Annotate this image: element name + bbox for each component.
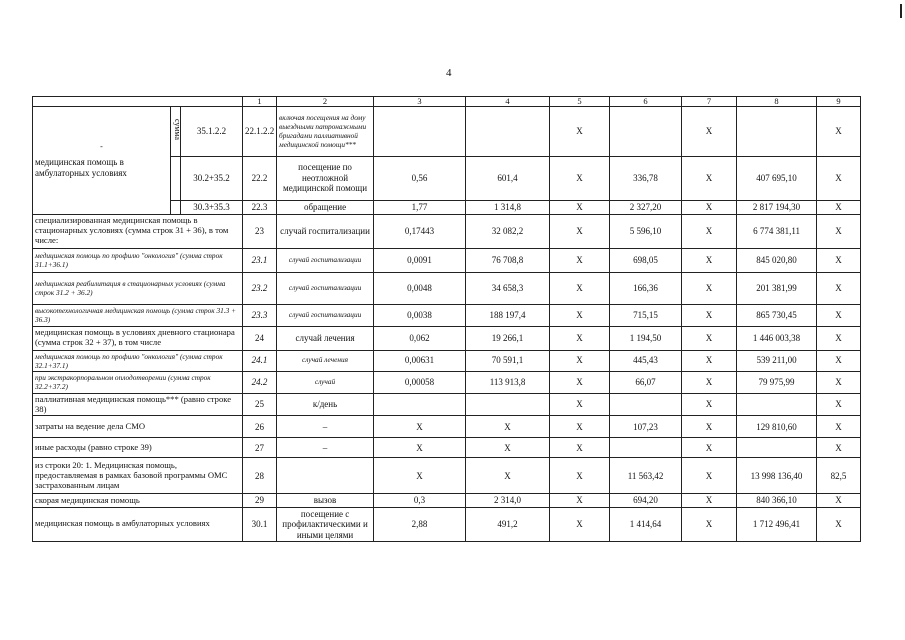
- col3-cell: 0,3: [374, 494, 466, 507]
- col4-cell: 2 314,0: [466, 494, 550, 507]
- col9-cell: X: [817, 507, 861, 541]
- row-name-cell: специализированная медицинская помощь в стационарных условиях (сумма строк 31 + 36), в том числе:: [33, 214, 243, 248]
- col4-cell: [466, 393, 550, 416]
- col7-cell: X: [682, 248, 737, 272]
- page-number: 4: [446, 67, 452, 79]
- col9-cell: X: [817, 350, 861, 371]
- row-num-cell: 30.1: [243, 507, 277, 541]
- unit-cell: случай лечения: [277, 326, 374, 350]
- ambul-group-dash: -: [100, 142, 103, 152]
- col8-cell: 539 211,00: [737, 350, 817, 371]
- rotated-blank-cell: [171, 156, 181, 200]
- row-num-cell: 23: [243, 214, 277, 248]
- row-num-cell: 29: [243, 494, 277, 507]
- col3-cell: 0,062: [374, 326, 466, 350]
- row-num-cell: 28: [243, 458, 277, 494]
- row-num-cell: 22.3: [243, 200, 277, 214]
- col9-cell: X: [817, 393, 861, 416]
- col4-cell: 601,4: [466, 156, 550, 200]
- col6-cell: [610, 438, 682, 458]
- row-num-cell: 24.2: [243, 371, 277, 393]
- col4-cell: 32 082,2: [466, 214, 550, 248]
- header-blank-cell: [33, 97, 243, 107]
- col3-cell: 0,00058: [374, 371, 466, 393]
- unit-cell: посещение с профилактическими и иными целями: [277, 507, 374, 541]
- table-row: [33, 106, 861, 156]
- unit-cell: обращение: [277, 200, 374, 214]
- table-row: [33, 350, 861, 371]
- col3-cell: 0,0091: [374, 248, 466, 272]
- col6-cell: 5 596,10: [610, 214, 682, 248]
- col5-cell: X: [550, 371, 610, 393]
- col6-cell: 107,23: [610, 416, 682, 438]
- header-col-6: 6: [610, 97, 682, 107]
- row-name-cell: паллиативная медицинская помощь*** (равно строке 38): [33, 393, 243, 416]
- col9-cell: X: [817, 106, 861, 156]
- unit-cell: посещение по неотложной медицинской помощи: [277, 156, 374, 200]
- col8-cell: [737, 438, 817, 458]
- col9-cell: X: [817, 304, 861, 326]
- col4-cell: X: [466, 416, 550, 438]
- col5-cell: X: [550, 350, 610, 371]
- col8-cell: 1 446 003,38: [737, 326, 817, 350]
- header-col-3: 3: [374, 97, 466, 107]
- col9-cell: X: [817, 416, 861, 438]
- col7-cell: X: [682, 272, 737, 304]
- col3-cell: 1,77: [374, 200, 466, 214]
- row-num-cell: 23.2: [243, 272, 277, 304]
- table-row: [33, 326, 861, 350]
- col4-cell: 188 197,4: [466, 304, 550, 326]
- unit-cell: случай госпитализации: [277, 248, 374, 272]
- col6-cell: 694,20: [610, 494, 682, 507]
- ambul-group-label: медицинская помощь в амбулаторных условиях: [35, 157, 127, 178]
- table-row: [33, 416, 861, 438]
- col8-cell: [737, 106, 817, 156]
- col9-cell: X: [817, 156, 861, 200]
- row-name-cell: затраты на ведение дела СМО: [33, 416, 243, 438]
- code-cell: 30.2+35.2: [181, 156, 243, 200]
- col4-cell: 1 314,8: [466, 200, 550, 214]
- table-row: [33, 304, 861, 326]
- col8-cell: 840 366,10: [737, 494, 817, 507]
- row-name-cell: скорая медицинская помощь: [33, 494, 243, 507]
- col3-cell: 0,17443: [374, 214, 466, 248]
- row-num-cell: 22.2: [243, 156, 277, 200]
- col3-cell: 0,00631: [374, 350, 466, 371]
- col4-cell: 19 266,1: [466, 326, 550, 350]
- rotated-blank-cell: [171, 200, 181, 214]
- col5-cell: X: [550, 393, 610, 416]
- unit-cell: [277, 458, 374, 494]
- unit-cell: –: [277, 438, 374, 458]
- col4-cell: 70 591,1: [466, 350, 550, 371]
- col4-cell: 76 708,8: [466, 248, 550, 272]
- col9-cell: X: [817, 214, 861, 248]
- table-row: [33, 214, 861, 248]
- col7-cell: X: [682, 350, 737, 371]
- table-row: [33, 438, 861, 458]
- col7-cell: X: [682, 494, 737, 507]
- col9-cell: X: [817, 438, 861, 458]
- header-col-8: 8: [737, 97, 817, 107]
- header-col-1: 1: [243, 97, 277, 107]
- rotated-label-cell: [171, 106, 181, 156]
- row-num-cell: 24.1: [243, 350, 277, 371]
- col6-cell: 66,07: [610, 371, 682, 393]
- header-col-7: 7: [682, 97, 737, 107]
- col7-cell: X: [682, 458, 737, 494]
- row-name-cell: медицинская реабилитация в стационарных условиях (сумма строк 31.2 + 36.2): [33, 272, 243, 304]
- col7-cell: X: [682, 507, 737, 541]
- col5-cell: X: [550, 304, 610, 326]
- col7-cell: X: [682, 393, 737, 416]
- code-cell: 35.1.2.2: [181, 106, 243, 156]
- col6-cell: [610, 393, 682, 416]
- col5-cell: X: [550, 458, 610, 494]
- col9-cell: 82,5: [817, 458, 861, 494]
- col5-cell: X: [550, 272, 610, 304]
- row-name-cell: из строки 20: 1. Медицинская помощь, предоставляемая в рамках базовой программы ОМС застрахованным лицам: [33, 458, 243, 494]
- col5-cell: X: [550, 416, 610, 438]
- col7-cell: X: [682, 416, 737, 438]
- col4-cell: 113 913,8: [466, 371, 550, 393]
- col7-cell: X: [682, 438, 737, 458]
- col5-cell: X: [550, 214, 610, 248]
- col4-cell: X: [466, 438, 550, 458]
- col4-cell: 491,2: [466, 507, 550, 541]
- col6-cell: 445,43: [610, 350, 682, 371]
- col4-cell: 34 658,3: [466, 272, 550, 304]
- row-num-cell: 23.3: [243, 304, 277, 326]
- unit-cell: включая посещения на дому выездными патронажными бригадами паллиативной медицинской помощи***: [277, 106, 374, 156]
- col8-cell: 6 774 381,11: [737, 214, 817, 248]
- col8-cell: 1 712 496,41: [737, 507, 817, 541]
- col5-cell: X: [550, 438, 610, 458]
- col5-cell: X: [550, 494, 610, 507]
- col9-cell: X: [817, 371, 861, 393]
- table-row: [33, 458, 861, 494]
- unit-cell: вызов: [277, 494, 374, 507]
- col3-cell: 0,0038: [374, 304, 466, 326]
- row-num-cell: 25: [243, 393, 277, 416]
- unit-cell: к/день: [277, 393, 374, 416]
- row-name-cell: медицинская помощь по профилю "онкология" (сумма строк 32.1+37.1): [33, 350, 243, 371]
- col9-cell: X: [817, 248, 861, 272]
- table-row: [33, 507, 861, 541]
- col8-cell: 79 975,99: [737, 371, 817, 393]
- col6-cell: 715,15: [610, 304, 682, 326]
- data-table: [32, 96, 861, 542]
- row-num-cell: 23.1: [243, 248, 277, 272]
- col3-cell: 0,56: [374, 156, 466, 200]
- table-row: [33, 494, 861, 507]
- col6-cell: 1 194,50: [610, 326, 682, 350]
- col5-cell: X: [550, 248, 610, 272]
- table-row: [33, 393, 861, 416]
- col8-cell: 865 730,45: [737, 304, 817, 326]
- header-row: [33, 97, 861, 107]
- unit-cell: случай: [277, 371, 374, 393]
- code-cell: 30.3+35.3: [181, 200, 243, 214]
- col4-cell: [466, 106, 550, 156]
- col3-cell: [374, 106, 466, 156]
- row-name-cell: медицинская помощь в условиях дневного стационара (сумма строк 32 + 37), в том числе: [33, 326, 243, 350]
- unit-cell: случай госпитализации: [277, 214, 374, 248]
- col8-cell: [737, 393, 817, 416]
- col8-cell: 13 998 136,40: [737, 458, 817, 494]
- ambul-group-label-cell: [33, 106, 171, 214]
- col9-cell: X: [817, 494, 861, 507]
- col5-cell: X: [550, 106, 610, 156]
- header-col-9: 9: [817, 97, 861, 107]
- row-num-cell: 24: [243, 326, 277, 350]
- row-name-cell: при экстракорпоральном оплодотворении (сумма строк 32.2+37.2): [33, 371, 243, 393]
- header-col-4: 4: [466, 97, 550, 107]
- col6-cell: 698,05: [610, 248, 682, 272]
- col7-cell: X: [682, 371, 737, 393]
- col7-cell: X: [682, 326, 737, 350]
- rotated-label: сумма: [173, 119, 183, 141]
- col7-cell: X: [682, 214, 737, 248]
- col5-cell: X: [550, 156, 610, 200]
- col4-cell: X: [466, 458, 550, 494]
- row-name-cell: иные расходы (равно строке 39): [33, 438, 243, 458]
- row-name-cell: медицинская помощь по профилю "онкология" (сумма строк 31.1+36.1): [33, 248, 243, 272]
- unit-cell: случай госпитализации: [277, 304, 374, 326]
- col8-cell: 2 817 194,30: [737, 200, 817, 214]
- col9-cell: X: [817, 326, 861, 350]
- row-num-cell: 22.1.2.2: [243, 106, 277, 156]
- col8-cell: 407 695,10: [737, 156, 817, 200]
- unit-cell: случай лечения: [277, 350, 374, 371]
- col9-cell: X: [817, 200, 861, 214]
- row-name-cell: высокотехнологичная медицинская помощь (сумма строк 31.3 + 36.3): [33, 304, 243, 326]
- col6-cell: 336,78: [610, 156, 682, 200]
- col7-cell: X: [682, 200, 737, 214]
- col8-cell: 201 381,99: [737, 272, 817, 304]
- col6-cell: 11 563,42: [610, 458, 682, 494]
- header-col-5: 5: [550, 97, 610, 107]
- unit-cell: –: [277, 416, 374, 438]
- unit-cell: случай госпитализации: [277, 272, 374, 304]
- table-row: [33, 248, 861, 272]
- row-name-cell: медицинская помощь в амбулаторных условиях: [33, 507, 243, 541]
- scan-edge-mark: [900, 4, 902, 18]
- col5-cell: X: [550, 200, 610, 214]
- col7-cell: X: [682, 304, 737, 326]
- row-num-cell: 27: [243, 438, 277, 458]
- row-num-cell: 26: [243, 416, 277, 438]
- header-col-2: 2: [277, 97, 374, 107]
- col3-cell: [374, 393, 466, 416]
- col3-cell: X: [374, 416, 466, 438]
- col6-cell: 166,36: [610, 272, 682, 304]
- col3-cell: 2,88: [374, 507, 466, 541]
- col8-cell: 845 020,80: [737, 248, 817, 272]
- col6-cell: 1 414,64: [610, 507, 682, 541]
- col3-cell: 0,0048: [374, 272, 466, 304]
- col5-cell: X: [550, 507, 610, 541]
- col9-cell: X: [817, 272, 861, 304]
- col7-cell: X: [682, 156, 737, 200]
- col6-cell: 2 327,20: [610, 200, 682, 214]
- col8-cell: 129 810,60: [737, 416, 817, 438]
- col5-cell: X: [550, 326, 610, 350]
- col7-cell: X: [682, 106, 737, 156]
- col3-cell: X: [374, 438, 466, 458]
- col3-cell: X: [374, 458, 466, 494]
- table-row: [33, 272, 861, 304]
- col6-cell: [610, 106, 682, 156]
- table-row: [33, 371, 861, 393]
